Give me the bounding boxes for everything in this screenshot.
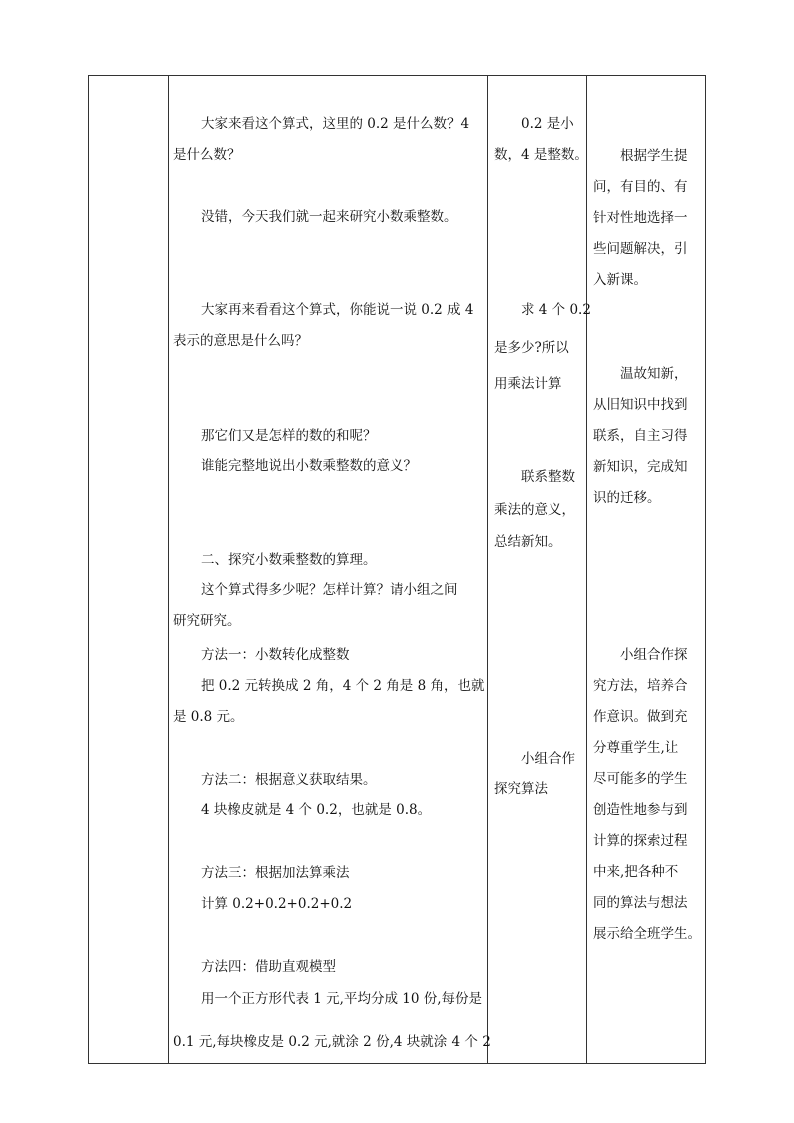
student-response: 0.2 是小 <box>521 116 574 132</box>
design-intent-column <box>587 76 706 1063</box>
design-intent-text: 展示给全班学生。 <box>593 926 701 942</box>
design-intent-text: 新知识，完成知 <box>593 459 688 475</box>
design-intent-text: 创造性地参与到 <box>593 802 688 818</box>
design-intent-text: 究方法，培养合 <box>593 678 688 694</box>
student-activity-column <box>488 76 591 1063</box>
student-response: 总结新知。 <box>494 534 562 550</box>
design-intent-text: 中来,把各种不 <box>593 864 679 880</box>
design-intent-text: 些问题解决，引 <box>593 241 688 257</box>
teacher-paragraph-cont: 是什么数？ <box>173 147 241 163</box>
teacher-paragraph-cont: 研究研究。 <box>173 613 241 629</box>
student-response: 联系整数 <box>521 469 575 485</box>
student-response: 求 4 个 0.2 <box>521 302 591 318</box>
design-intent-text: 作意识。做到充 <box>593 709 688 725</box>
method-heading: 方法三：根据加法算乘法 <box>201 865 350 881</box>
teacher-paragraph: 4 块橡皮就是 4 个 0.2，也就是 0.8。 <box>201 802 432 818</box>
method-heading: 方法四：借助直观模型 <box>201 959 336 975</box>
teacher-paragraph: 计算 0.2+0.2+0.2+0.2 <box>201 896 353 912</box>
design-intent-text: 分尊重学生,让 <box>593 740 679 756</box>
design-intent-text: 小组合作探 <box>620 647 688 663</box>
student-response: 探究算法 <box>494 781 548 797</box>
lesson-table <box>88 75 706 1064</box>
design-intent-text: 尽可能多的学生 <box>593 771 688 787</box>
student-response: 用乘法计算 <box>494 376 562 392</box>
design-intent-text: 同的算法与想法 <box>593 895 688 911</box>
design-intent-text: 入新课。 <box>593 272 647 288</box>
teacher-paragraph-cont: 是 0.8 元。 <box>173 709 244 725</box>
teacher-paragraph: 没错，今天我们就一起来研究小数乘整数。 <box>201 209 458 225</box>
student-response: 乘法的意义， <box>494 502 575 518</box>
student-response: 是多少?所以 <box>494 340 569 356</box>
teacher-paragraph-cont: 0.1 元,每块橡皮是 0.2 元,就涂 2 份,4 块就涂 4 个 2 <box>173 1034 491 1050</box>
method-heading: 方法一：小数转化成整数 <box>201 647 350 663</box>
teacher-paragraph: 谁能完整地说出小数乘整数的意义？ <box>201 458 417 474</box>
design-intent-text: 识的迁移。 <box>593 490 661 506</box>
section-heading: 二、探究小数乘整数的算理。 <box>201 552 377 568</box>
stage-column <box>89 76 168 1063</box>
design-intent-text: 根据学生提 <box>620 148 688 164</box>
design-intent-text: 问，有目的、有 <box>593 179 688 195</box>
student-response: 数，4 是整数。 <box>494 147 588 163</box>
teacher-paragraph: 把 0.2 元转换成 2 角，4 个 2 角是 8 角，也就 <box>201 678 485 694</box>
design-intent-text: 计算的探索过程 <box>593 833 688 849</box>
design-intent-text: 针对性地选择一 <box>593 210 688 226</box>
design-intent-text: 从旧知识中找到 <box>593 397 688 413</box>
student-response: 小组合作 <box>521 751 575 767</box>
teacher-paragraph: 大家来看这个算式，这里的 0.2 是什么数？4 <box>201 116 470 132</box>
design-intent-text: 联系，自主习得 <box>593 428 688 444</box>
teacher-activity-column <box>169 76 491 1063</box>
teacher-paragraph: 这个算式得多少呢？怎样计算？请小组之间 <box>201 582 458 598</box>
teacher-paragraph: 用一个正方形代表 1 元,平均分成 10 份,每份是 <box>201 991 483 1007</box>
teacher-paragraph: 大家再来看看这个算式，你能说一说 0.2 成 4 <box>201 302 474 318</box>
teacher-paragraph: 那它们又是怎样的数的和呢？ <box>201 428 377 444</box>
method-heading: 方法二：根据意义获取结果。 <box>201 772 377 788</box>
teacher-paragraph-cont: 表示的意思是什么吗？ <box>173 333 308 349</box>
design-intent-text: 温故知新， <box>620 366 688 382</box>
